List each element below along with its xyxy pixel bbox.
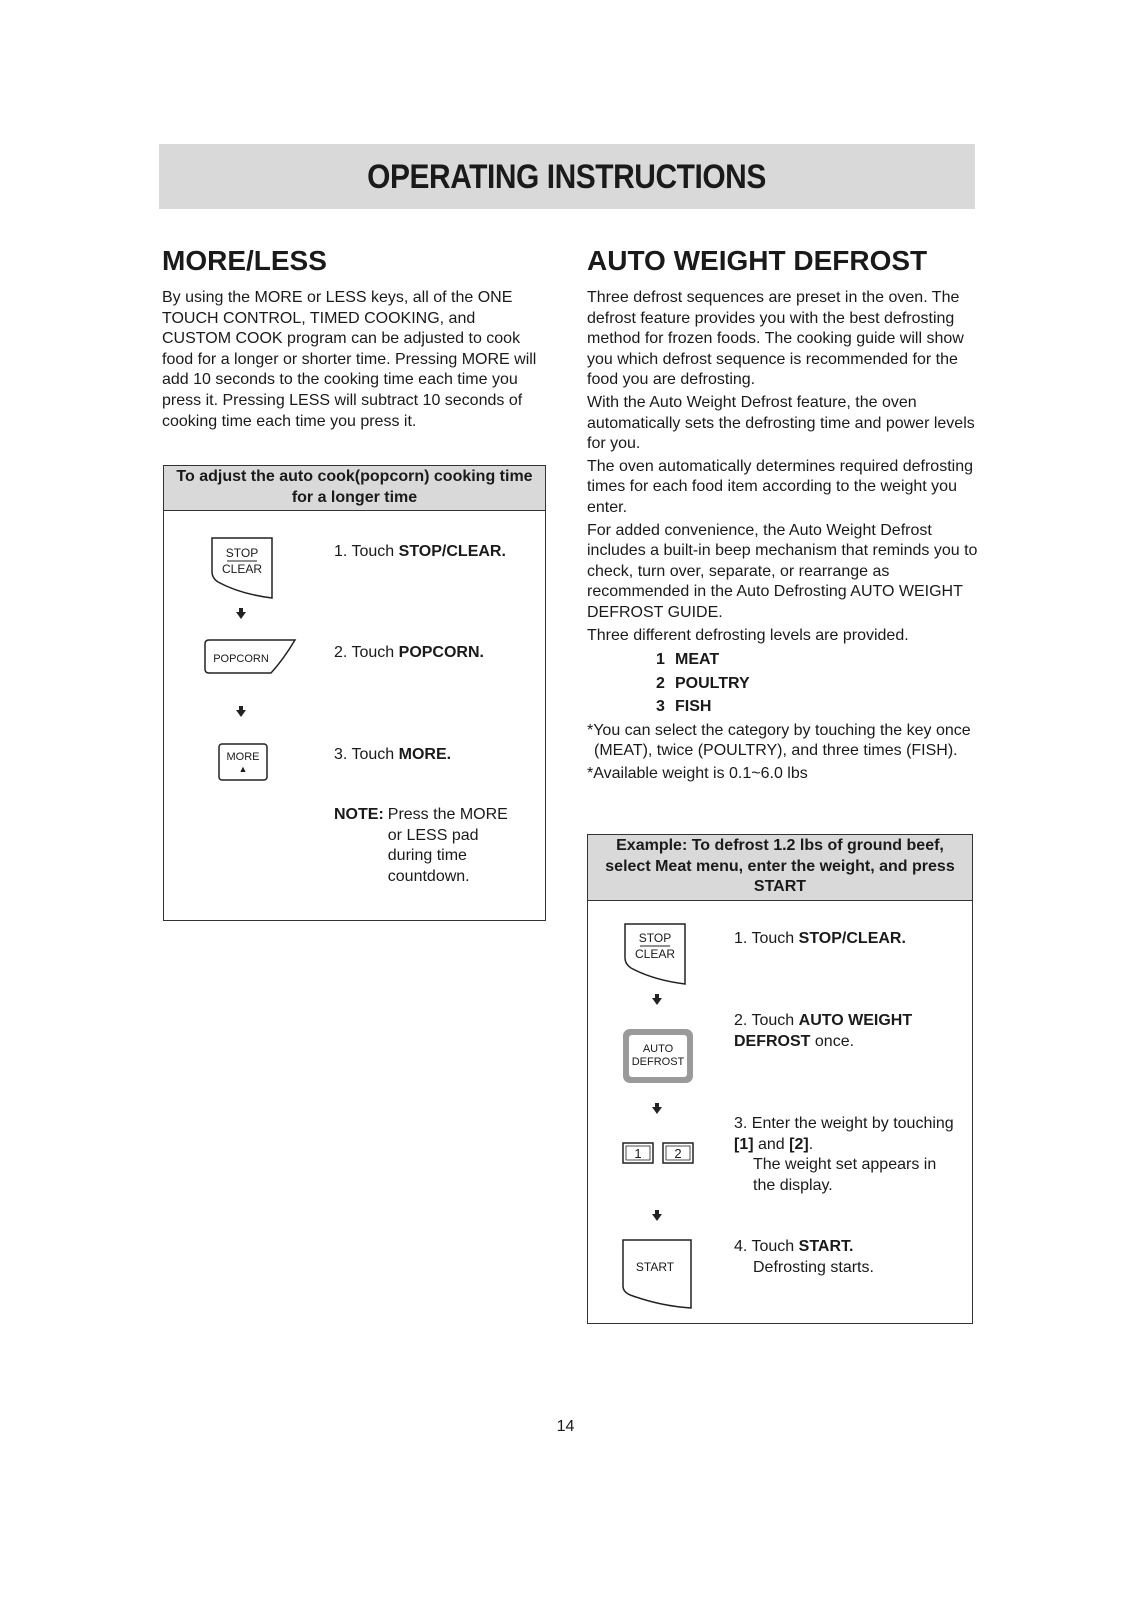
- up-triangle-icon: ▲: [238, 764, 248, 774]
- auto-defrost-box-title: Example: To defrost 1.2 lbs of ground beef, select Meat menu, enter the weight, and press START: [588, 835, 972, 901]
- popcorn-key-label: POPCORN: [213, 653, 269, 665]
- auto-defrost-para-1: Three defrost sequences are preset in the oven. The defrost feature provides you with the best defrosting method for frozen foods. The cooking guide will show you which defrost sequence is recommended for the food you are defrosting.: [587, 289, 964, 389]
- more-less-section: [162, 244, 545, 432]
- more-less-step-2: 2. Touch POPCORN.: [334, 644, 484, 661]
- auto-defrost-step-2: 2. Touch AUTO WEIGHT DEFROST once.: [734, 1012, 913, 1050]
- page-banner: [159, 144, 975, 209]
- page-number: 14: [556, 1418, 575, 1435]
- auto-defrost-step-1: 1. Touch STOP/CLEAR.: [734, 930, 906, 947]
- note-text: Press the MORE or LESS pad during time countdown.: [387, 806, 508, 885]
- svg-text:1: 1: [634, 1146, 642, 1161]
- down-arrow-icon: [236, 710, 246, 717]
- available-weight-note: *Available weight is 0.1~6.0 lbs: [587, 764, 808, 782]
- category-selection-note: *You can select the category by touching the key once (MEAT), twice (POULTRY), and three times (FISH).: [587, 721, 971, 760]
- auto-weight-defrost-section: [587, 244, 983, 784]
- stop-key-label: STOP: [638, 931, 672, 945]
- popcorn-key: [203, 638, 299, 676]
- more-less-intro: By using the MORE or LESS keys, all of the ONE TOUCH CONTROL, TIMED COOKING, and CUSTOM COOK program can be adjusted to cook food for a longer or shorter time. Pressing MORE will add 10 seconds to the cooking time each time you press it. Pressing LESS will subtract 10 seconds of cooking time each time you press it.: [162, 289, 537, 430]
- svg-text:2: 2: [674, 1146, 682, 1161]
- auto-defrost-key: [622, 1028, 694, 1084]
- down-arrow-icon: [652, 1214, 662, 1221]
- step-4-detail: Defrosting starts.: [753, 1258, 874, 1276]
- defrost-level-item: 1 MEAT: [656, 651, 720, 669]
- defrost-levels-list: [656, 648, 983, 719]
- down-arrow-icon: [236, 612, 246, 619]
- more-less-step-1: 1. Touch STOP/CLEAR.: [334, 543, 506, 560]
- auto-defrost-heading: AUTO WEIGHT DEFROST: [587, 245, 928, 276]
- down-arrow-icon: [652, 1107, 662, 1114]
- more-key-label: MORE: [226, 751, 260, 763]
- auto-defrost-para-4: For added convenience, the Auto Weight Defrost includes a built-in beep mechanism that reminds you to check, turn over, separate, or rearrange as recommended in the Auto Defrosting AUTO WEIGHT DEFROST GUIDE.: [587, 521, 978, 621]
- page-title: OPERATING INSTRUCTIONS: [367, 158, 767, 196]
- start-key-label: START: [635, 1260, 675, 1274]
- more-less-heading: MORE/LESS: [162, 245, 327, 276]
- auto-key-label: AUTO: [642, 1043, 674, 1055]
- defrost-level-item: 3 FISH: [656, 698, 712, 716]
- defrost-level-item: 2 POULTRY: [656, 674, 750, 692]
- step-3-detail: The weight set appears in the display.: [753, 1156, 937, 1194]
- defrost-key-label: DEFROST: [631, 1056, 685, 1068]
- more-less-box-title: To adjust the auto cook(popcorn) cooking time for a longer time: [164, 466, 545, 511]
- stop-clear-key: [623, 922, 687, 986]
- number-one-key: [622, 1142, 654, 1164]
- more-less-step-3: 3. Touch MORE.: [334, 746, 452, 763]
- auto-defrost-example-box: [587, 834, 973, 1324]
- auto-defrost-para-3: The oven automatically determines required defrosting times for each food item according to the weight you enter.: [587, 457, 973, 516]
- start-key: [621, 1238, 693, 1310]
- more-less-instruction-box: [163, 465, 546, 921]
- number-two-key: [662, 1142, 694, 1164]
- stop-clear-key: [210, 536, 274, 600]
- note-label: NOTE:: [334, 806, 384, 823]
- auto-defrost-para-5: Three different defrosting levels are provided.: [587, 626, 909, 644]
- auto-defrost-step-3: 3. Enter the weight by touching [1] and [2]. The weight set appears in the display.: [734, 1114, 954, 1196]
- more-key: [217, 742, 269, 782]
- down-arrow-icon: [652, 998, 662, 1005]
- auto-defrost-step-4: 4. Touch START. Defrosting starts.: [734, 1237, 954, 1278]
- stop-key-label: STOP: [225, 546, 259, 560]
- more-less-note: [334, 805, 534, 887]
- clear-key-label: CLEAR: [634, 947, 676, 961]
- auto-defrost-para-2: With the Auto Weight Defrost feature, the oven automatically sets the defrosting time and power levels for you.: [587, 393, 975, 453]
- clear-key-label: CLEAR: [221, 562, 263, 576]
